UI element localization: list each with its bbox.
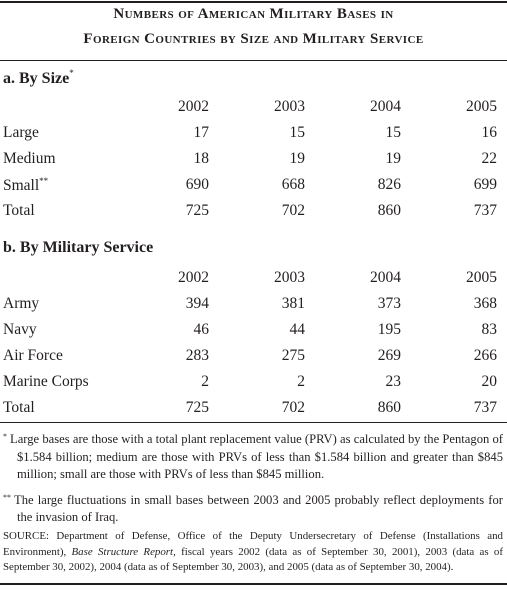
row-label: Medium — [3, 150, 56, 167]
cell-value: 690 — [185, 176, 209, 193]
cell-value: 15 — [385, 124, 401, 141]
section-a-heading-mark: * — [69, 68, 74, 78]
footnotes — [3, 428, 503, 527]
cell-value: 668 — [281, 176, 305, 193]
service-year-2003: 2003 — [274, 269, 305, 286]
footnote — [3, 489, 503, 527]
table-title-line-1: Numbers of American Military Bases in — [113, 6, 394, 22]
cell-value: 275 — [281, 347, 305, 364]
cell-value: 699 — [473, 176, 497, 193]
table-row — [3, 172, 497, 198]
size-table — [3, 94, 497, 224]
cell-value: 725 — [185, 399, 209, 416]
table-row — [3, 317, 497, 343]
row-label: Army — [3, 295, 40, 312]
row-label: Total — [3, 399, 35, 416]
table-end-rule — [0, 422, 507, 423]
cell-value: 2 — [201, 373, 209, 390]
cell-value: 22 — [481, 150, 497, 167]
row-label: Large — [3, 124, 39, 141]
row-label-mark: ** — [39, 175, 49, 186]
cell-value: 269 — [377, 347, 401, 364]
service-year-2002: 2002 — [178, 269, 209, 286]
cell-value: 860 — [377, 202, 401, 219]
section-b-heading: b. By Military Service — [3, 239, 154, 256]
cell-value: 860 — [377, 399, 401, 416]
service-header-row — [3, 265, 497, 291]
title-rule — [0, 60, 507, 61]
service-table — [3, 265, 497, 421]
cell-value: 16 — [481, 124, 497, 141]
table-row-total — [3, 198, 497, 224]
cell-value: 266 — [473, 347, 497, 364]
cell-value: 381 — [281, 295, 305, 312]
section-a-heading — [3, 68, 74, 88]
row-label: Air Force — [3, 347, 63, 364]
table-row-total — [3, 395, 497, 421]
cell-value: 19 — [385, 150, 401, 167]
cell-value: 17 — [193, 124, 209, 141]
cell-value: 394 — [185, 295, 209, 312]
section-a-heading-text: a. By Size — [3, 70, 70, 87]
table-row — [3, 343, 497, 369]
service-year-2004: 2004 — [370, 269, 401, 286]
source-note — [3, 529, 503, 576]
row-label — [3, 172, 113, 198]
cell-value: 18 — [193, 150, 209, 167]
top-rule — [0, 1, 507, 3]
cell-value: 23 — [385, 373, 401, 390]
cell-value: 725 — [185, 202, 209, 219]
size-year-2005: 2005 — [466, 98, 497, 115]
cell-value: 737 — [473, 202, 497, 219]
footnote — [3, 428, 503, 484]
table-row — [3, 146, 497, 172]
row-label: Total — [3, 202, 35, 219]
cell-value: 702 — [281, 202, 305, 219]
cell-value: 195 — [377, 321, 401, 338]
footnote-text: Large bases are those with a total plant replacement value (PRV) as calculated by the Pentagon of $1.584 billion; medium are those with PRVs of less than $1.584 billion and greater than $845 million; small are those with PRVs of less than $845 million. — [10, 432, 503, 481]
cell-value: 702 — [281, 399, 305, 416]
footnote-text: The large fluctuations in small bases between 2003 and 2005 probably reflect deployments for the invasion of Iraq. — [14, 492, 503, 524]
bottom-rule — [0, 583, 507, 585]
table-row — [3, 369, 497, 395]
cell-value: 15 — [289, 124, 305, 141]
cell-value: 826 — [377, 176, 401, 193]
size-year-2003: 2003 — [274, 98, 305, 115]
size-year-2004: 2004 — [370, 98, 401, 115]
table-title-line-2: Foreign Countries by Size and Military Service — [83, 31, 424, 47]
cell-value: 46 — [193, 321, 209, 338]
source-suffix: , fiscal years 2002 (data as of September 30, 2001), 2003 (data as of September 30, 2002), 2004 (data as of September 30, 2003), and 2005 (data as of September 30, 2004). — [3, 545, 503, 573]
cell-value: 373 — [377, 295, 401, 312]
cell-value: 19 — [289, 150, 305, 167]
footnote-mark: * — [3, 432, 7, 441]
source-report-title: Base Structure Report — [71, 545, 174, 558]
size-year-2002: 2002 — [178, 98, 209, 115]
cell-value: 83 — [481, 321, 497, 338]
cell-value: 368 — [473, 295, 497, 312]
row-label: Marine Corps — [3, 373, 89, 390]
service-year-2005: 2005 — [466, 269, 497, 286]
cell-value: 283 — [185, 347, 209, 364]
cell-value: 737 — [473, 399, 497, 416]
source-prefix: SOURCE: Department of Defense, Office of the Deputy Undersecretary of Defense (Installations and Environment), — [3, 530, 503, 558]
table-row — [3, 291, 497, 317]
table-row — [3, 120, 497, 146]
size-header-row — [3, 94, 497, 120]
cell-value: 44 — [289, 321, 305, 338]
row-label: Navy — [3, 321, 37, 338]
row-label-text: Small — [3, 176, 40, 194]
cell-value: 20 — [481, 373, 497, 390]
footnote-mark: ** — [3, 492, 11, 502]
cell-value: 2 — [297, 373, 305, 390]
